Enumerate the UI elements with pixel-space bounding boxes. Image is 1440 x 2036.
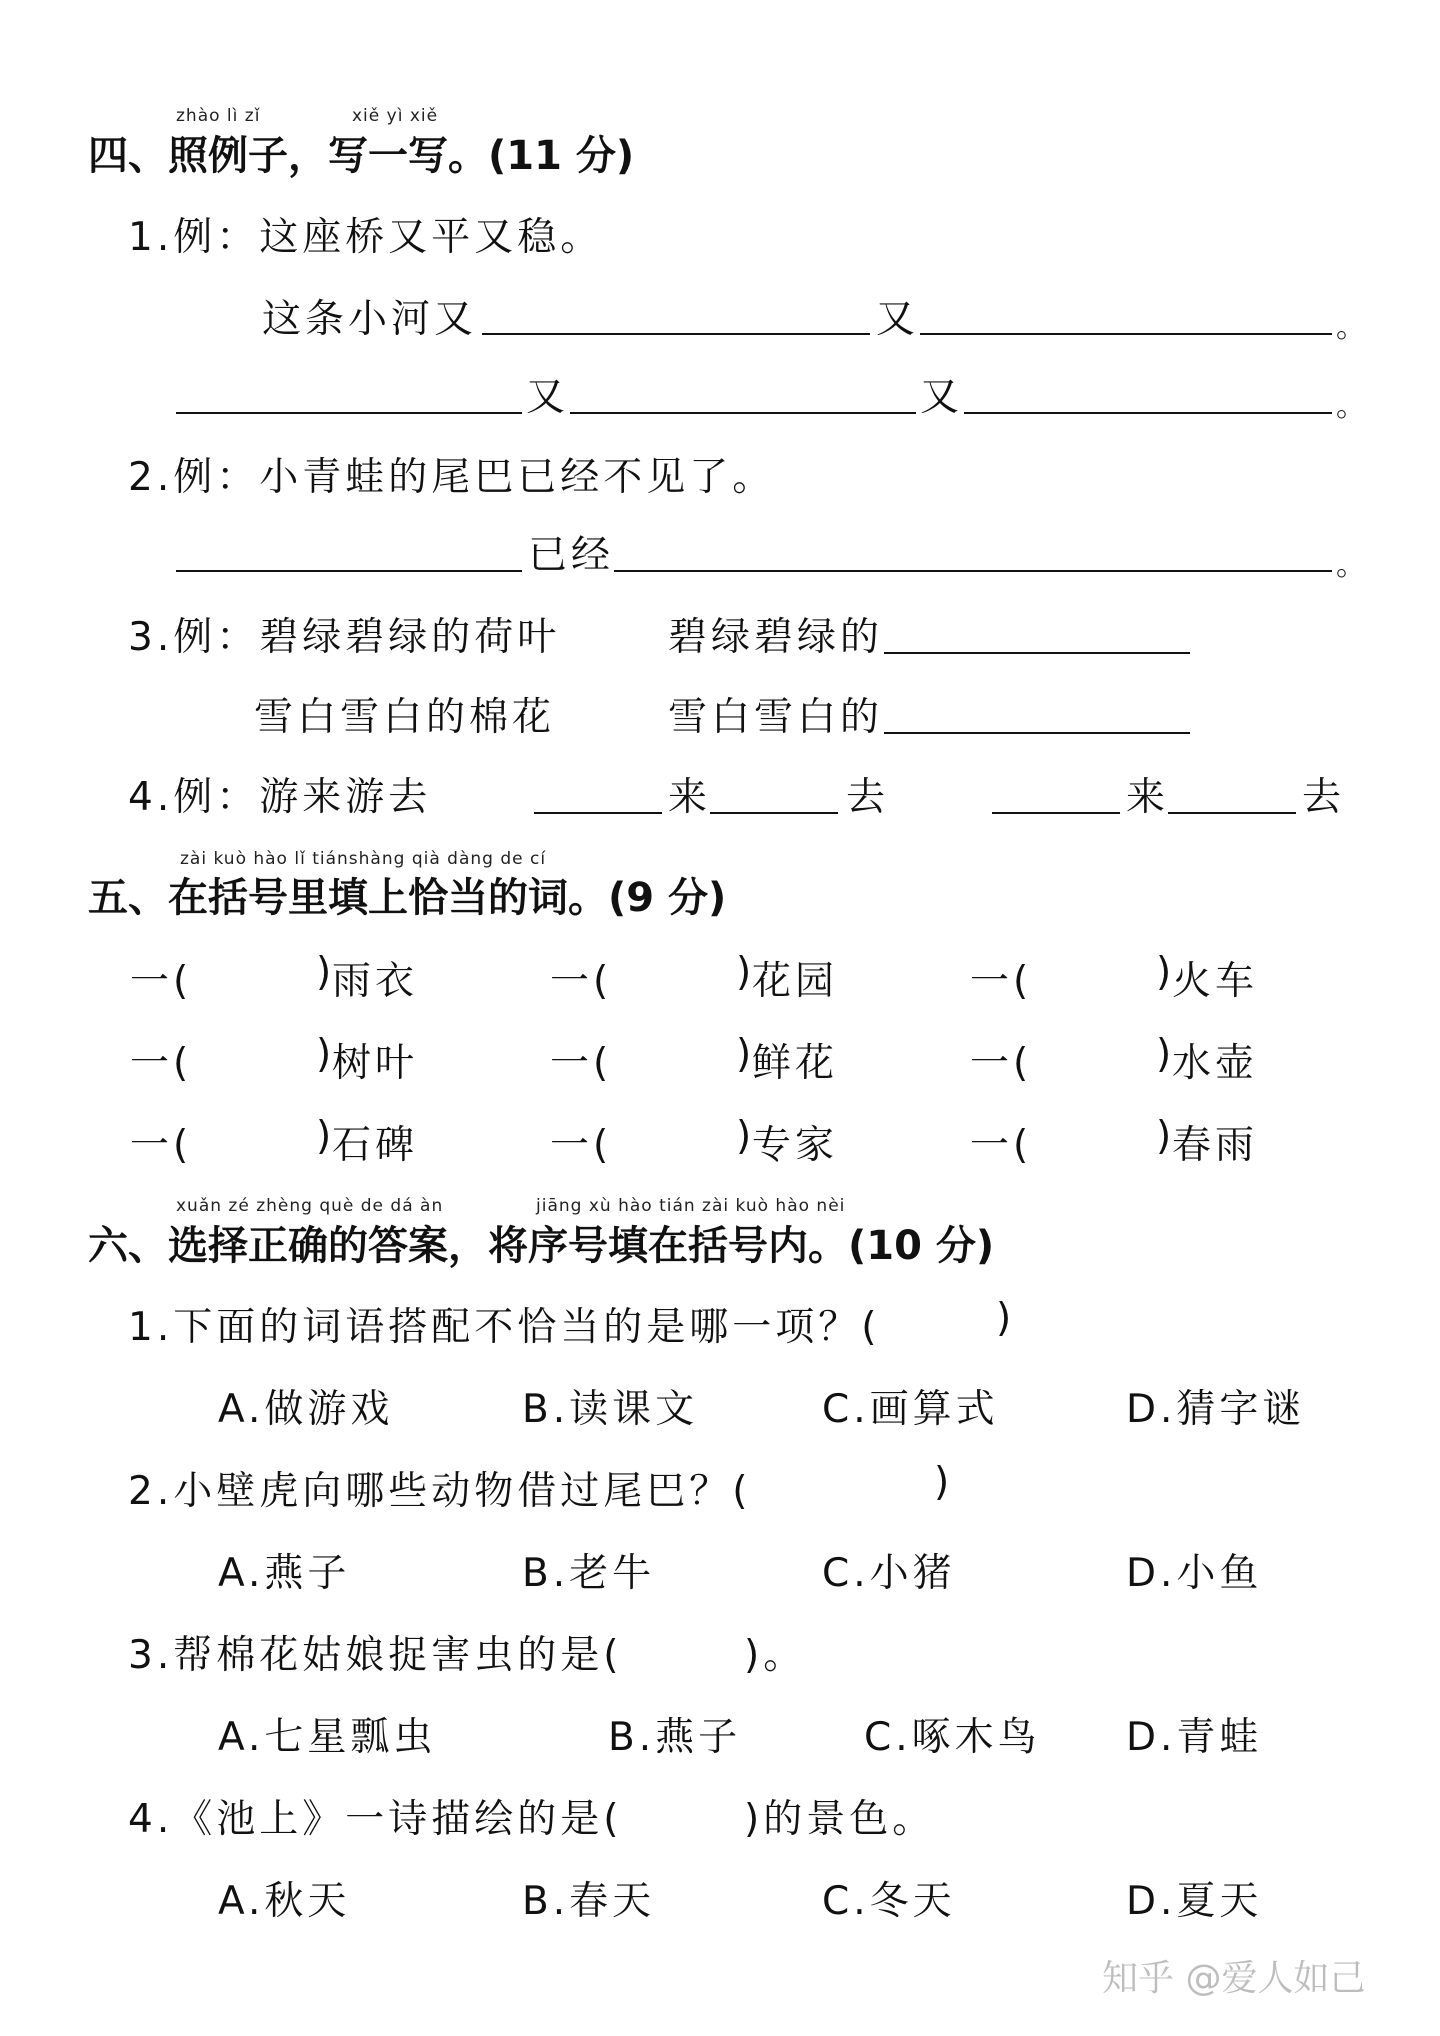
s4-q1-you-2: 又 (526, 375, 570, 420)
s6-option: D.夏天 (1126, 1879, 1263, 1924)
s4-q4-example: 4.例：游来游去 (128, 775, 432, 820)
s4-q1-blank-4[interactable] (570, 412, 916, 414)
s6-option: C.冬天 (822, 1879, 956, 1924)
s5-yi-paren: 一( (970, 1123, 1033, 1168)
s4-pinyin-b: xiě yì xiě (352, 106, 439, 126)
s6-option: C.啄木鸟 (864, 1715, 1041, 1760)
s6-option: A.做游戏 (218, 1387, 394, 1432)
s6-answer-slot[interactable] (896, 1300, 988, 1344)
s4-q1-period-2: 。 (1336, 389, 1366, 424)
s5-close-paren: ) (736, 1032, 756, 1077)
s4-q3-answer-2: 雪白雪白的 (668, 695, 884, 740)
s4-q2-blank-1[interactable] (176, 570, 522, 572)
s4-q3-blank-1[interactable] (884, 652, 1190, 654)
s5-yi-paren: 一( (550, 1123, 613, 1168)
s6-question-text: 4.《池上》一诗描绘的是( (128, 1797, 623, 1842)
s5-answer-slot[interactable] (1040, 1036, 1150, 1080)
s4-q3-example-2: 雪白雪白的棉花 (254, 695, 556, 740)
s6-question-close: )的景色。 (744, 1797, 936, 1842)
s5-yi-paren: 一( (130, 959, 193, 1004)
s5-close-paren: ) (1156, 1114, 1176, 1159)
s5-word: 花园 (752, 959, 839, 1004)
s6-option: C.小猪 (822, 1551, 956, 1596)
s5-word: 石碑 (332, 1123, 419, 1168)
s4-q3-answer-1: 碧绿碧绿的 (668, 615, 884, 660)
s6-pinyin-b: jiāng xù hào tián zài kuò hào nèi (536, 1196, 846, 1216)
s6-question-close: )。 (744, 1633, 807, 1678)
s6-option: B.春天 (522, 1879, 656, 1924)
s5-word: 水壶 (1172, 1041, 1259, 1086)
s5-word: 雨衣 (332, 959, 419, 1004)
s5-answer-slot[interactable] (1040, 1118, 1150, 1162)
s4-q1-blank-3[interactable] (176, 412, 522, 414)
s5-word: 鲜花 (752, 1041, 839, 1086)
s4-q4-qu-1: 去 (846, 775, 890, 820)
s6-option: D.小鱼 (1126, 1551, 1263, 1596)
s5-close-paren: ) (316, 950, 336, 995)
s4-q1-period-1: 。 (1336, 310, 1366, 345)
s4-q1-you-3: 又 (920, 375, 964, 420)
s4-q1-you-1: 又 (876, 297, 920, 342)
s5-close-paren: ) (316, 1032, 336, 1077)
s5-answer-slot[interactable] (1040, 954, 1150, 998)
s5-close-paren: ) (1156, 950, 1176, 995)
s4-q4-lai-1: 来 (668, 775, 712, 820)
s5-word: 火车 (1172, 959, 1259, 1004)
s4-q4-lai-2: 来 (1126, 775, 1170, 820)
s6-option: A.秋天 (218, 1879, 351, 1924)
s5-answer-slot[interactable] (620, 954, 730, 998)
s5-yi-paren: 一( (550, 1041, 613, 1086)
s4-q1-blank-1[interactable] (482, 333, 870, 335)
s6-option: C.画算式 (822, 1387, 999, 1432)
s5-word: 专家 (752, 1123, 839, 1168)
s4-q1-blank-2[interactable] (920, 333, 1332, 335)
s4-q2-yijing: 已经 (528, 533, 615, 578)
s5-yi-paren: 一( (970, 1041, 1033, 1086)
watermark: 知乎 @爱人如己 (1102, 1958, 1366, 1999)
s5-answer-slot[interactable] (200, 1118, 310, 1162)
s4-q4-blank-1[interactable] (534, 812, 662, 814)
s6-question-close: ) (934, 1460, 954, 1505)
s4-q2-period: 。 (1336, 548, 1366, 583)
s4-q3-example-1: 3.例：碧绿碧绿的荷叶 (128, 615, 561, 660)
s4-q4-blank-2[interactable] (710, 812, 838, 814)
s5-pinyin: zài kuò hào lǐ tiánshàng qià dàng de cí (180, 849, 547, 869)
s4-q1-example: 1.例：这座桥又平又稳。 (128, 215, 604, 260)
s4-q3-blank-2[interactable] (884, 732, 1190, 734)
s6-pinyin-a: xuǎn zé zhèng què de dá àn (176, 1196, 444, 1216)
s6-answer-slot[interactable] (644, 1628, 736, 1672)
s5-heading: 五、在括号里填上恰当的词。(9 分) (88, 875, 727, 921)
s5-answer-slot[interactable] (620, 1036, 730, 1080)
s5-close-paren: ) (736, 1114, 756, 1159)
s5-word: 春雨 (1172, 1123, 1259, 1168)
s4-q4-blank-4[interactable] (1168, 812, 1296, 814)
s4-q4-blank-3[interactable] (992, 812, 1120, 814)
s5-close-paren: ) (316, 1114, 336, 1159)
s6-question-text: 1.下面的词语搭配不恰当的是哪一项？( (128, 1305, 881, 1350)
s6-answer-slot[interactable] (644, 1792, 736, 1836)
s5-close-paren: ) (1156, 1032, 1176, 1077)
s4-q1-blank-5[interactable] (964, 412, 1332, 414)
s6-question-close: ) (996, 1296, 1016, 1341)
s6-question-text: 2.小壁虎向哪些动物借过尾巴？( (128, 1469, 752, 1514)
s6-option: B.老牛 (522, 1551, 656, 1596)
s5-answer-slot[interactable] (200, 954, 310, 998)
s6-option: D.猜字谜 (1126, 1387, 1306, 1432)
s5-close-paren: ) (736, 950, 756, 995)
s5-yi-paren: 一( (130, 1123, 193, 1168)
s5-yi-paren: 一( (130, 1041, 193, 1086)
s4-pinyin-a: zhào lì zǐ (176, 106, 261, 126)
s6-option: B.读课文 (522, 1387, 699, 1432)
s6-option: A.七星瓢虫 (218, 1715, 437, 1760)
s6-heading: 六、选择正确的答案，将序号填在括号内。(10 分) (88, 1223, 995, 1269)
s5-answer-slot[interactable] (620, 1118, 730, 1162)
s4-heading: 四、照例子，写一写。(11 分) (88, 133, 635, 179)
s6-option: D.青蛙 (1126, 1715, 1263, 1760)
s6-question-text: 3.帮棉花姑娘捉害虫的是( (128, 1633, 623, 1678)
s6-option: B.燕子 (608, 1715, 742, 1760)
s4-q4-qu-2: 去 (1302, 775, 1346, 820)
s6-answer-slot[interactable] (834, 1464, 926, 1508)
s5-yi-paren: 一( (550, 959, 613, 1004)
s4-q1-lead: 这条小河又 (262, 297, 478, 342)
s4-q2-example: 2.例：小青蛙的尾巴已经不见了。 (128, 455, 776, 500)
s4-q2-blank-2[interactable] (614, 570, 1332, 572)
s5-yi-paren: 一( (970, 959, 1033, 1004)
s6-option: A.燕子 (218, 1551, 351, 1596)
s5-word: 树叶 (332, 1041, 419, 1086)
s5-answer-slot[interactable] (200, 1036, 310, 1080)
